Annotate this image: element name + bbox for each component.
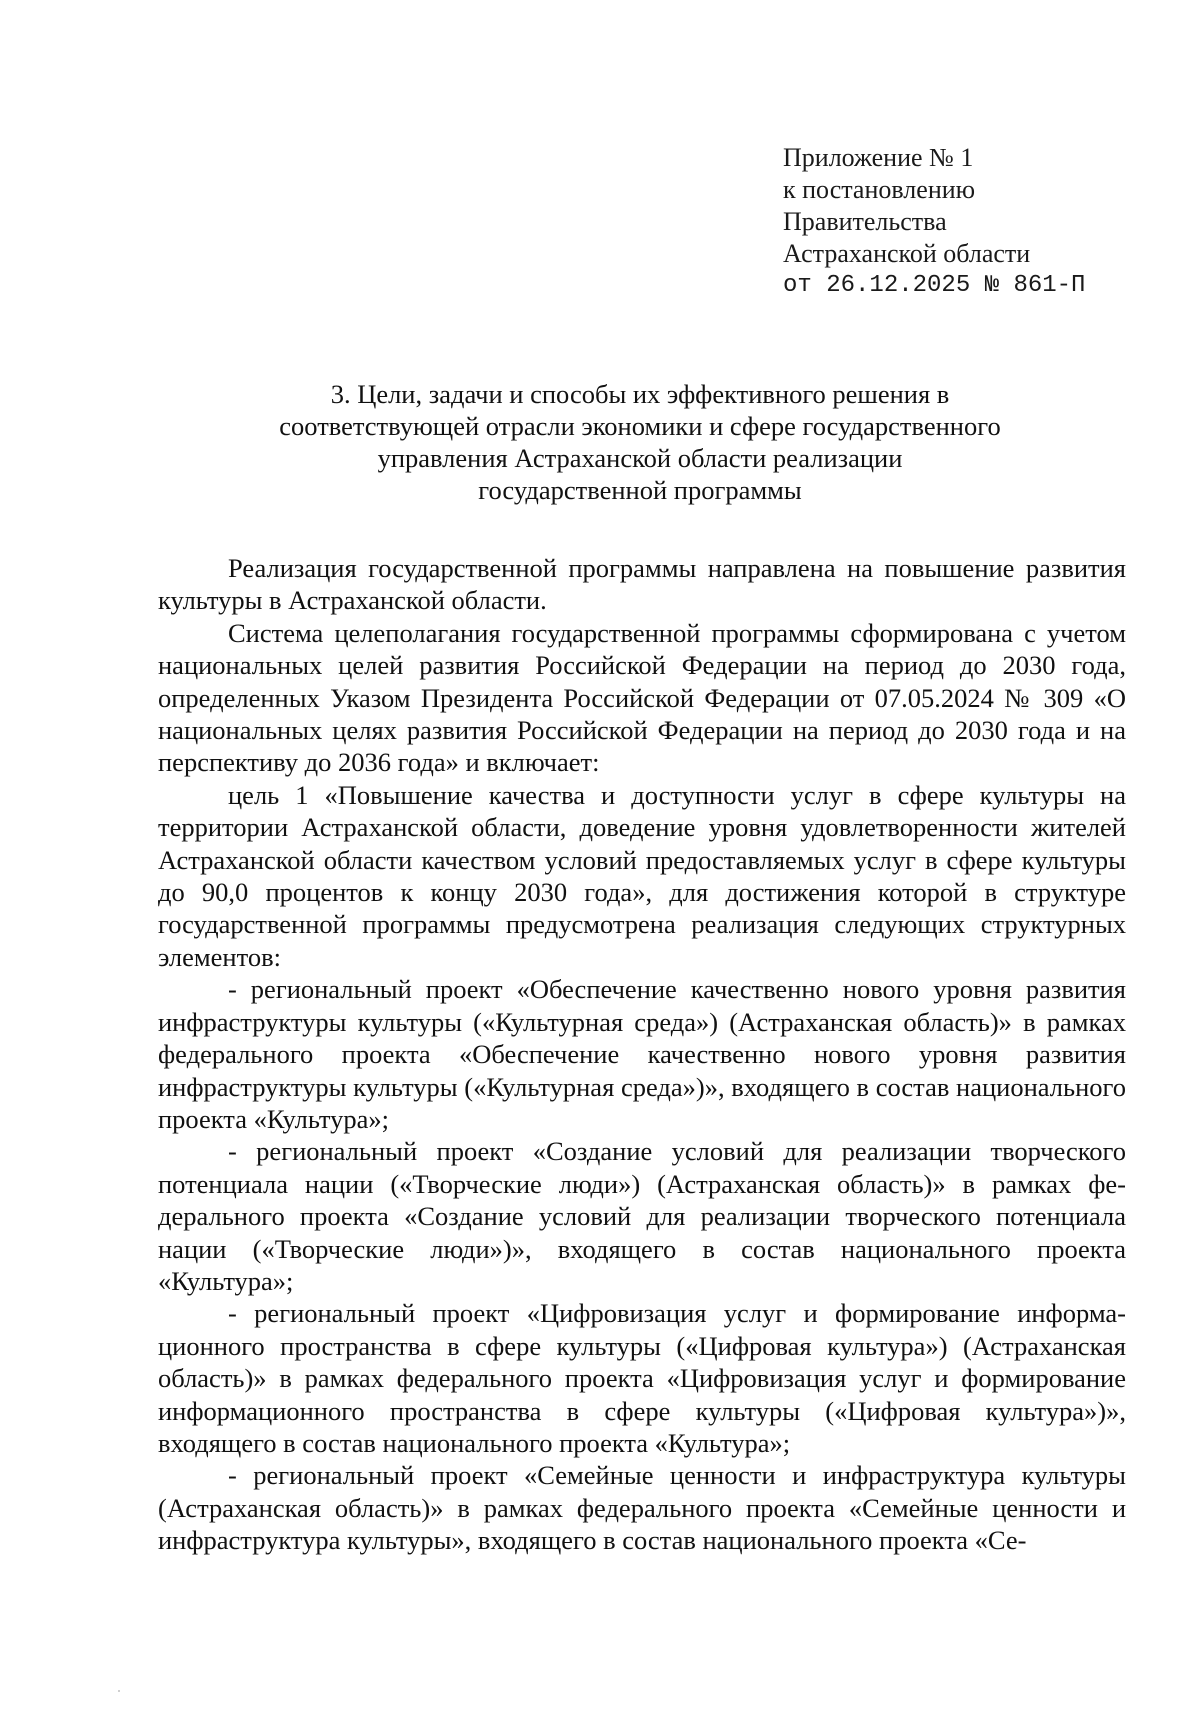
body-text: [158, 552, 1126, 1557]
approval-line-region: Астраханской области: [783, 239, 1031, 268]
list-item-project-digital-culture: - региональный проект «Цифровизация услуг и формирование информационного пространства в сфере культуры («Цифровая культура») (Астраханская область)» в рамках федерального проекта «Цифровизация услуг и формирование информационного пространства в сфере культуры («Цифровая культура»)», входящего в состав национального проекта «Культура»;: [158, 1298, 1126, 1458]
approval-line-date-number: от 26.12.2025 № 861-П: [783, 272, 1086, 299]
approval-line-government: Правительства: [783, 207, 947, 236]
list-item-project-creative-people: - региональный проект «Создание условий для реализации творческого потенциала нации («Творческие люди») (Астраханская область)» в рамках федерального проекта «Создание условий для реализации творческого потенциала нации («Творческие люди»)», входящего в состав национального проекта «Культура»;: [158, 1136, 1126, 1296]
paragraph-goal-1: цель 1 «Повышение качества и доступности услуг в сфере культуры на территории Астраханской области, доведение уровня удовлетворенности жителей Астраханской области качеством условий предоставляемых услуг в сфере культуры до 90,0 процентов к концу 2030 года», для достижения которой в структуре государственной программы предусмотрена реализация следующих структурных элементов:: [158, 779, 1126, 972]
scan-speck: [118, 1690, 120, 1692]
paragraph-intro: Реализация государственной программы направлена на повышение развития культуры в Астраханской области.: [158, 553, 1126, 616]
paragraph-goal-system: Система целеполагания государственной программы сформирована с учетом национальных целей развития Российской Федерации на период до 2030 года, определенных Указом Президента Российской Федерации от 07.05.2024 № 309 «О национальных целях развития Российской Федерации на период до 2030 года и на перспективу до 2036 года» и включает:: [158, 617, 1126, 778]
section-title-line: управления Астраханской области реализации: [377, 443, 903, 473]
section-title-line: соответствующей отрасли экономики и сфере государственного: [279, 411, 1001, 441]
approval-stamp-block: [783, 142, 1163, 302]
section-title: [200, 378, 1080, 506]
list-item-project-cultural-environment: - региональный проект «Обеспечение качественно нового уровня развития инфраструктуры культуры («Культурная среда») (Астраханская область)» в рамках федерального проекта «Обеспечение качественно нового уровня развития инфраструктуры культуры («Культурная среда»)», входящего в состав национального проекта «Культура»;: [158, 974, 1126, 1134]
list-item-project-family-values: - региональный проект «Семейные ценности и инфраструктура культуры (Астраханская область)» в рамках федерального проекта «Семейные ценности и инфраструктура культуры», входящего в состав национального проекта «Се-: [158, 1460, 1126, 1556]
approval-line-resolution: к постановлению: [783, 175, 976, 204]
section-title-line: 3. Цели, задачи и способы их эффективного решения в: [330, 379, 950, 409]
approval-line-annex: Приложение № 1: [783, 143, 974, 172]
section-title-line: государственной программы: [478, 475, 802, 505]
